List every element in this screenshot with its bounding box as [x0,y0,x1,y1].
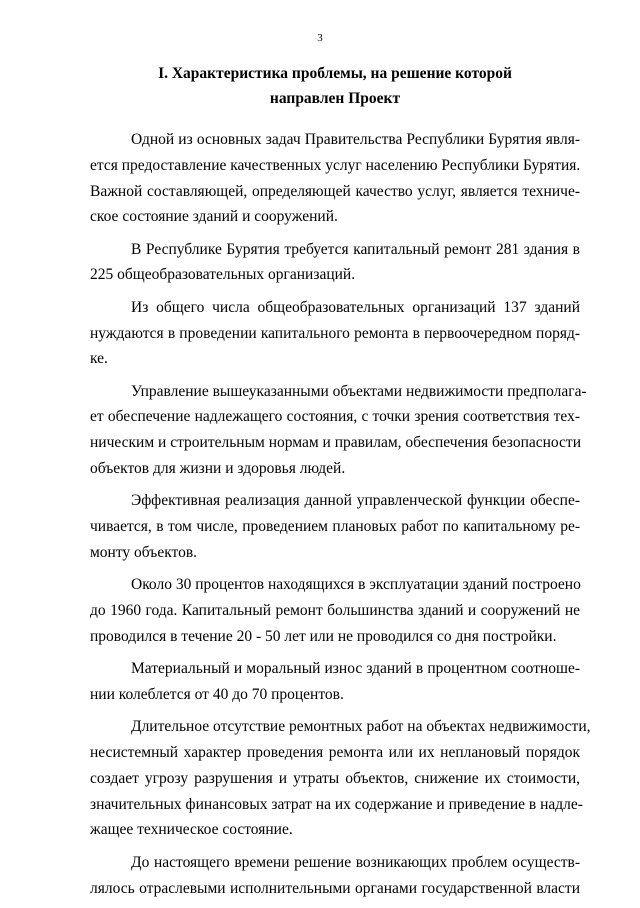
paragraph [90,850,580,902]
text-line: Материальный и моральный износ зданий в процентном соотноше- [131,660,580,678]
paragraph [90,379,587,482]
paragraph [90,295,580,372]
text-line: нии колеблется от 40 до 70 процентов. [90,685,344,703]
paragraph [90,656,580,708]
text-line: Важной составляющей, определяющей качество услуг, является техниче- [90,182,580,200]
text-line: до 1960 года. Капитальный ремонт большинства зданий и сооружений не [90,602,580,620]
text-line: Управление вышеуказанными объектами недвижимости предполага- [131,382,587,400]
text-line: лялось отраслевыми исполнительными органами государственной власти [90,879,580,897]
text-line: ет обеспечение надлежащего состояния, с точки зрения соответствия тех- [90,408,580,426]
text-line: Из общего числа общеобразовательных организаций 137 зданий [131,298,580,316]
page-number: 3 [317,32,323,44]
text-line: ническим и строительным нормам и правилам, обеспечения безопасности [90,434,582,452]
text-line: Одной из основных задач Правительства Республики Бурятия явля- [131,131,580,148]
text-line: несистемный характер проведения ремонта или их неплановый порядок [90,744,580,762]
text-line: 225 общеобразовательных организаций. [90,266,356,284]
section-title-line: I. Характеристика проблемы, на решение которой [158,65,512,82]
paragraph [90,127,580,230]
text-line: проводился в течение 20 - 50 лет или не проводился со дня постройки. [90,627,557,645]
text-line: монту объектов. [90,543,198,561]
text-line: ское состояние зданий и сооружений. [90,208,338,226]
text-line: чивается, в том числе, проведением плановых работ по капитальному ре- [90,518,580,536]
text-line: До настоящего времени решение возникающих проблем осуществ- [131,853,580,871]
paragraph [90,488,580,565]
paragraph [90,237,580,289]
text-line: объектов для жизни и здоровья людей. [90,460,346,478]
paragraph [90,714,591,843]
text-line: В Республике Бурятия требуется капитальный ремонт 281 здания в [131,240,580,258]
text-line: создает угрозу разрушения и утраты объектов, снижение их стоимости, [90,769,580,787]
text-line: нуждаются в проведении капитального ремонта в первоочередном поряд- [90,324,580,342]
text-line: Около 30 процентов находящихся в эксплуатации зданий построено [131,576,581,594]
paragraph [90,572,580,649]
text-line: ке. [90,350,108,368]
section-title [90,61,580,111]
section-title-line: направлен Проект [269,90,401,107]
text-line: ется предоставление качественных услуг населению Республики Бурятия. [90,156,581,174]
text-line: Эффективная реализация данной управленческой функции обеспе- [131,492,580,510]
text-line: жащее техническое состояние. [90,821,293,839]
text-line: значительных финансовых затрат на их содержание и приведение в надле- [90,795,583,813]
document-body [90,127,591,908]
text-line: Длительное отсутствие ремонтных работ на объектах недвижимости, [131,718,591,736]
